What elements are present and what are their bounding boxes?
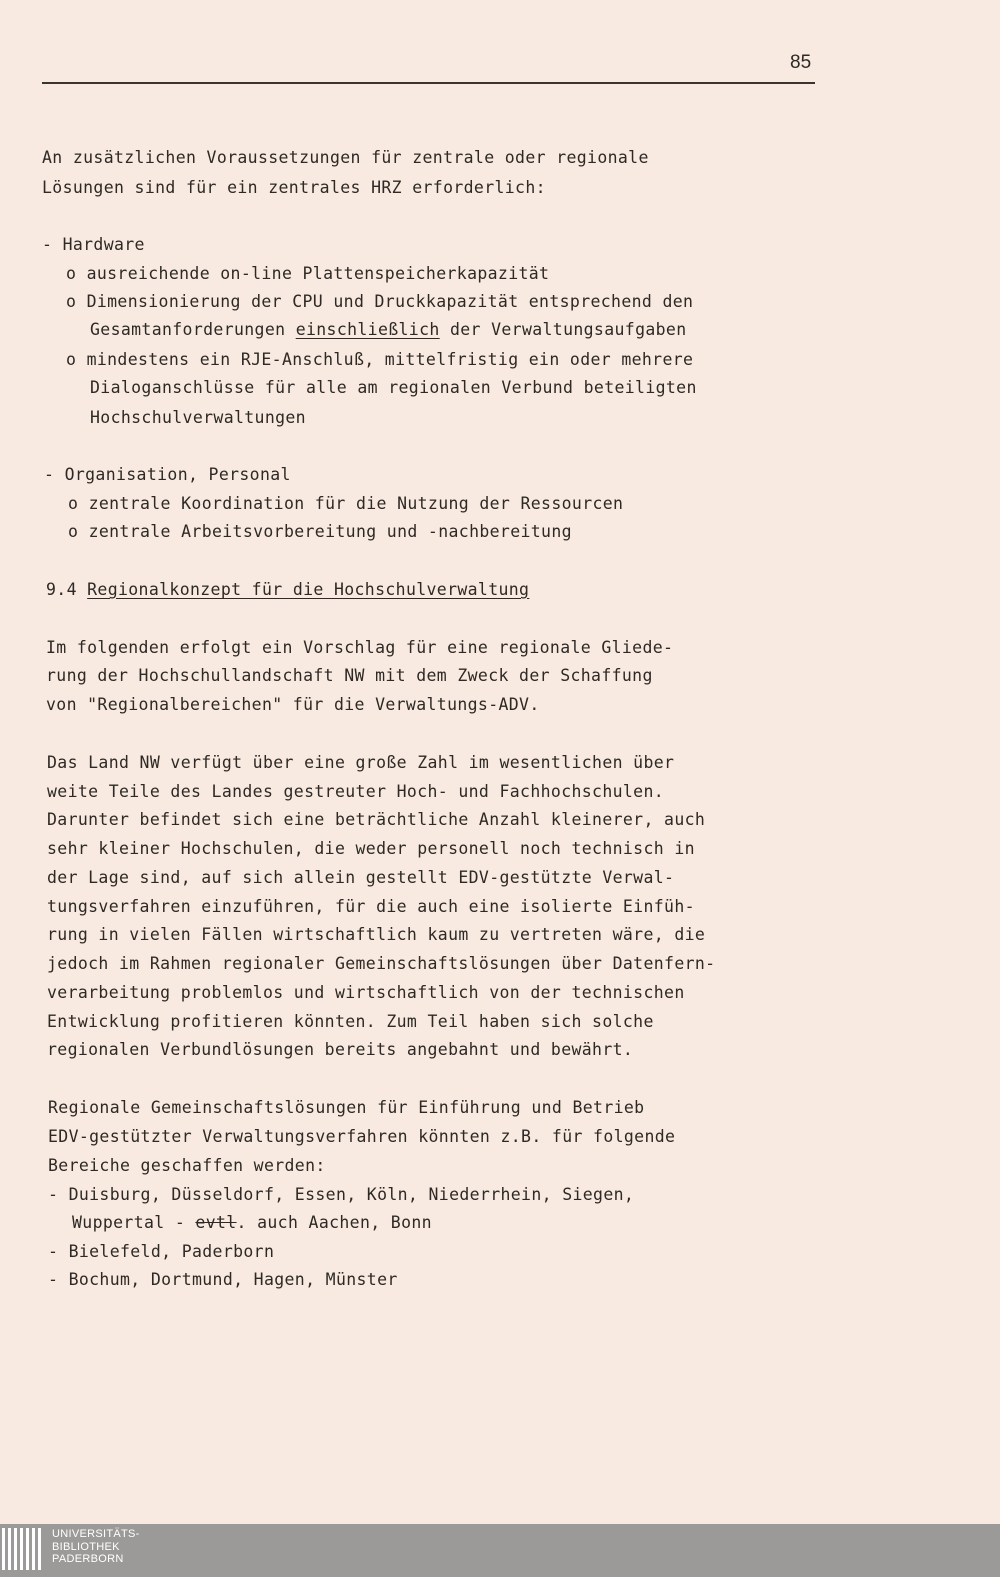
library-footer: [0, 1524, 1000, 1577]
list-item: - Duisburg, Düsseldorf, Essen, Köln, Niederrhein, Siegen,: [48, 1185, 635, 1204]
header-rule: [42, 82, 815, 84]
paragraph-line: der Lage sind, auf sich allein gestellt EDV-gestützte Verwal-: [47, 868, 675, 887]
intro-line: Lösungen sind für ein zentrales HRZ erforderlich:: [42, 178, 546, 197]
struck-word: evtl: [195, 1213, 237, 1232]
section-title: Regionalkonzept für die Hochschulverwaltung: [87, 580, 530, 599]
paragraph-line: Regionale Gemeinschaftslösungen für Einführung und Betrieb: [48, 1098, 645, 1117]
paragraph-line: jedoch im Rahmen regionaler Gemeinschaftslösungen über Datenfern-: [47, 954, 716, 973]
section-heading: [46, 580, 529, 600]
paragraph-line: weite Teile des Landes gestreuter Hoch- und Fachhochschulen.: [47, 782, 665, 801]
text-segment: . auch Aachen, Bonn: [236, 1213, 432, 1232]
text-segment: der Verwaltungsaufgaben: [439, 320, 687, 339]
text-segment: Gesamtanforderungen: [90, 320, 296, 339]
list-item: o zentrale Koordination für die Nutzung der Ressourcen: [68, 494, 624, 513]
paragraph-line: EDV-gestützter Verwaltungsverfahren könnten z.B. für folgende: [48, 1127, 676, 1146]
paragraph-line: Das Land NW verfügt über eine große Zahl im wesentlichen über: [47, 753, 675, 772]
list-item: - Bielefeld, Paderborn: [48, 1242, 275, 1261]
list-item-continuation: Dialoganschlüsse für alle am regionalen Verbund beteiligten: [90, 378, 697, 397]
text-segment: Wuppertal -: [72, 1213, 196, 1232]
paragraph-line: regionalen Verbundlösungen bereits angebahnt und bewährt.: [47, 1040, 634, 1059]
list-item: o mindestens ein RJE-Anschluß, mittelfristig ein oder mehrere: [66, 350, 694, 369]
paragraph-line: von "Regionalbereichen" für die Verwaltungs-ADV.: [46, 695, 540, 714]
list-item: o Dimensionierung der CPU und Druckkapazität entsprechend den: [66, 292, 694, 311]
paragraph-line: rung in vielen Fällen wirtschaftlich kaum zu vertreten wäre, die: [47, 925, 706, 944]
library-name-line: UNIVERSITÄTS-: [52, 1528, 140, 1540]
paragraph-line: sehr kleiner Hochschulen, die weder personell noch technisch in: [47, 839, 695, 858]
list-item-continuation: [90, 320, 686, 340]
paragraph-line: Entwicklung profitieren könnten. Zum Teil haben sich solche: [47, 1012, 654, 1031]
list-item: - Bochum, Dortmund, Hagen, Münster: [48, 1270, 398, 1289]
section-number: 9.4: [46, 580, 88, 599]
list-item: o ausreichende on-line Plattenspeicherkapazität: [66, 264, 550, 283]
underlined-word: einschließlich: [295, 320, 440, 339]
library-name: [52, 1528, 140, 1566]
list-heading-organisation: - Organisation, Personal: [44, 465, 291, 484]
library-logo-icon: [2, 1528, 41, 1570]
page-number: 85: [790, 52, 812, 73]
library-name-line: BIBLIOTHEK: [52, 1540, 120, 1553]
paragraph-line: rung der Hochschullandschaft NW mit dem Zweck der Schaffung: [46, 666, 653, 685]
paragraph-line: Bereiche geschaffen werden:: [48, 1156, 326, 1175]
list-item-continuation: [72, 1213, 432, 1233]
intro-line: An zusätzlichen Voraussetzungen für zentrale oder regionale: [42, 148, 649, 167]
list-item-continuation: Hochschulverwaltungen: [90, 408, 306, 427]
paragraph-line: Im folgenden erfolgt ein Vorschlag für eine regionale Gliede-: [46, 638, 674, 657]
paragraph-line: verarbeitung problemlos und wirtschaftlich von der technischen: [47, 983, 685, 1002]
paragraph-line: Darunter befindet sich eine beträchtliche Anzahl kleinerer, auch: [47, 810, 706, 829]
paragraph-line: tungsverfahren einzuführen, für die auch eine isolierte Einfüh-: [47, 897, 695, 916]
list-heading-hardware: - Hardware: [42, 235, 145, 254]
list-item: o zentrale Arbeitsvorbereitung und -nachbereitung: [68, 522, 572, 541]
library-name-line: PADERBORN: [52, 1553, 124, 1565]
